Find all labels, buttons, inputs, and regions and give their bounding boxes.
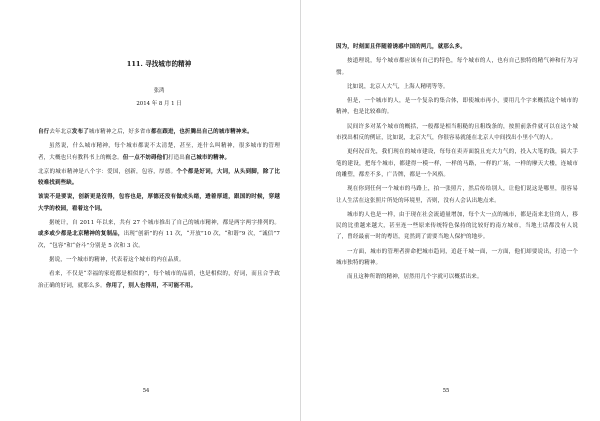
bold-text-run: 但一点不妨碍他们 <box>122 154 168 161</box>
paragraph <box>38 141 280 164</box>
text-run: 一方面，城市的管理者拼命把城市趋同，追赶千城一面，一方面，他们却要说出，打造一个城市独特的精神。 <box>336 248 578 267</box>
text-run: 看来，不仅是“幸福的家庭都是相似的”，每个城市的品质，也是相似的，好词，而且合乎政治正确的好词，就那么多。 <box>38 271 280 289</box>
text-run: 据统计，自 2011 年以来，共有 27 个城市推出了自己的城市精神，都是两字两字排列的。 <box>49 220 280 227</box>
bold-text-run: 自己城市的精神。 <box>184 154 231 161</box>
paragraph <box>336 210 578 244</box>
paragraph <box>336 272 578 283</box>
paragraph <box>38 167 280 190</box>
paragraph <box>336 96 578 119</box>
right-page-body <box>336 42 578 287</box>
paragraph <box>336 247 578 270</box>
paragraph <box>38 218 280 252</box>
bold-text-run: 个个都是好词，大词，从头到脚，除了比较难找到些缺。 <box>38 168 281 187</box>
text-run: 但是，一个城市的人，是一个复杂的集合体，即使城市再小，要用几个字来概括这个城市的精神，也是比较难的。 <box>336 98 578 116</box>
page-number-left: 54 <box>142 388 150 394</box>
text-run: 城市精神之后，好多省市 <box>88 129 152 135</box>
text-run: 去年北京 <box>49 129 72 135</box>
text-run: 而且这种所谓的精神，居然用几个字就可以概括出来。 <box>347 274 483 281</box>
paragraph <box>336 56 578 79</box>
article-date: 2014 年 8 月 1 日 <box>136 101 182 107</box>
article-author: 张鸿 <box>153 88 165 94</box>
text-run: 北京的城市精神是八个字：爱国，创新，包容，厚德。 <box>38 168 177 175</box>
paragraph <box>38 255 280 266</box>
article-title: 111. 寻找城市的精神 <box>126 60 192 68</box>
bold-text-run: 自行 <box>38 129 50 135</box>
paragraph <box>336 122 578 145</box>
text-run: 按道理说，每个城市都应该有自己的特色，每个城市的人，也有自己独特的精气神和行为习惯。 <box>336 58 578 76</box>
text-run: 城市的人也是一样，由于现在社会流通量增加，每个大一点的城市，都是南来北往的人，移民的比重越来越大，甚至连一些原来传统特色保持的比较好的南方城市，当地土话都没有人说了，曾经最前一时的粤语，竟然到了需要当地人保护的地步。 <box>336 211 578 241</box>
text-run: 虽然说，什么城市精神，每个城市都说不太清楚，甚至，连什么叫精神，很多城市的管理者，大概也只有教科书上的概念。 <box>38 143 280 161</box>
paragraph <box>38 269 280 292</box>
text-run: 据说，一个城市的精神，代表着这个城市的内在品质。 <box>49 256 185 263</box>
left-page-body <box>38 127 280 295</box>
paragraph <box>336 82 578 93</box>
paragraph <box>336 184 578 207</box>
bold-text-run: 该说不是要说，创新更是沒得，包容也是，厚德还没有做成头绪，透着厚道，跟国的时候，穿越大学的校园，看着这个词。 <box>38 194 280 212</box>
paragraph <box>38 127 280 138</box>
text-run: 打造出 <box>167 154 185 161</box>
text-run: 民间许多对某个城市的概括，一般都是相当粗糙的且粗线条的，按照前条件就可以在这个城市找出相反的例证，比如说，北京大气，你很容易就能在北京人中间找出小里小气的人。 <box>336 123 578 142</box>
text-run: 出现“创新”的有 11 次，“开放”10 次，“和谐”9 次，“诚信”7 次，“包容”和“奋斗”分别是 5 次和 3 次。 <box>38 231 280 249</box>
bold-text-run: 都在跟进，也折腾出自己的城市精神来。 <box>151 129 253 135</box>
paragraph <box>38 192 280 215</box>
paragraph <box>336 42 578 53</box>
text-run: 现在你到任何一个城市的马路上，拍一张照片，然后传给别人，让他们说这是哪里，很容易让人生活在这张照片所处的环境里，否则，没有人会认出地点来。 <box>336 186 578 204</box>
bold-text-run: 发布了 <box>71 129 89 135</box>
page-divider <box>300 0 301 421</box>
text-run: 比如说，北京人大气，上海人精明等等。 <box>347 83 449 90</box>
paragraph <box>336 147 578 181</box>
bold-text-run: 你用了，别人也得用，不可能不用。 <box>105 282 197 289</box>
bold-text-run: 因为，时刻面且伴随着诱惑中国的两几，就那么多。 <box>336 44 466 50</box>
page-number-right: 55 <box>442 388 450 394</box>
bold-text-run: 或多或少都是北京精神的复制品， <box>38 231 124 238</box>
text-run: 更何况首先，我们现在的城市建设，每每在卖弄面貌且充大力气的，投入大笔的钱，搞大手笔的建设，把每个城市，都建得一模一样，一样的马路，一样的广场，一样的摩天大楼，连城市的雕塑，都差不多，广告牌，都是一个风格。 <box>336 149 578 178</box>
